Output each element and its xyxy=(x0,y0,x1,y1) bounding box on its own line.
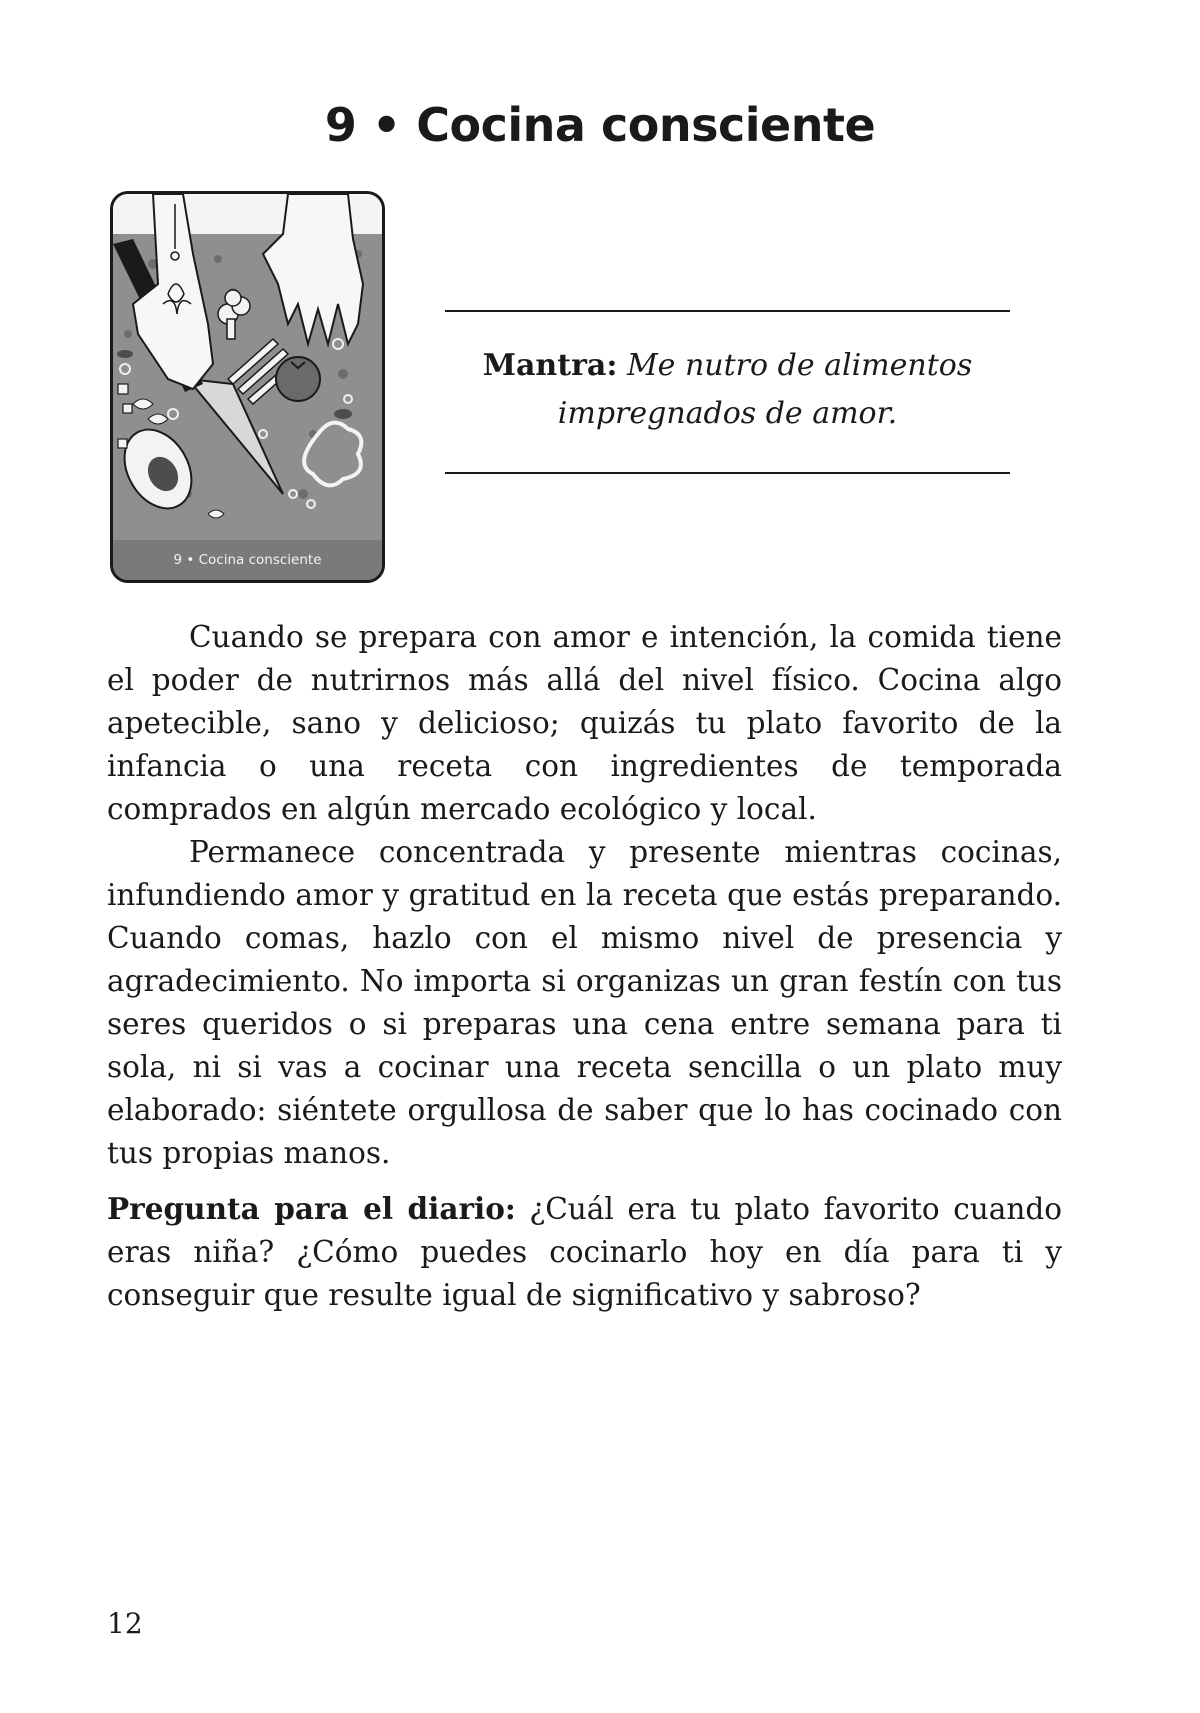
mantra xyxy=(445,342,1010,438)
paragraph-2: Permanece concentrada y presente mientras cocinas, infundiendo amor y gratitud en la receta que estás preparando. Cuando comas, hazlo con el mismo nivel de presencia y agradecimiento. No importa si organizas un gran festín con tus seres queridos o si preparas una cena entre semana para ti sola, ni si vas a cocinar una receta sencilla o un plato muy elaborado: siéntete orgullosa de saber que lo has cocinado con tus propias manos. xyxy=(107,835,1062,1170)
journal-question xyxy=(107,1187,1062,1317)
journal-question-text: ¿Cuál era tu plato favorito cuando eras niña? ¿Cómo puedes cocinarlo hoy en día para ti y conseguir que resulte igual de significativo y sabroso? xyxy=(107,1192,1062,1312)
page-title: 9 • Cocina consciente xyxy=(324,98,876,152)
mantra-quote: Me nutro de alimentos impregnados de amor. xyxy=(557,348,973,431)
cooking-illustration xyxy=(113,194,382,540)
mantra-label: Mantra: xyxy=(482,348,618,383)
mantra-box xyxy=(445,310,1010,474)
oracle-card-illustration xyxy=(110,191,385,583)
top-rule xyxy=(445,310,1010,312)
paragraph-1: Cuando se prepara con amor e intención, la comida tiene el poder de nutrirnos más allá del nivel físico. Cocina algo apetecible, sano y delicioso; quizás tu plato favorito de la infancia o una receta con ingredientes de temporada comprados en algún mercado ecológico y local. xyxy=(107,620,1062,826)
page-number: 12 xyxy=(107,1607,143,1640)
journal-question-label: Pregunta para el diario: xyxy=(107,1191,516,1226)
bottom-rule xyxy=(445,472,1010,474)
card-caption: 9 • Cocina consciente xyxy=(113,540,382,580)
body-text xyxy=(107,616,1062,1317)
